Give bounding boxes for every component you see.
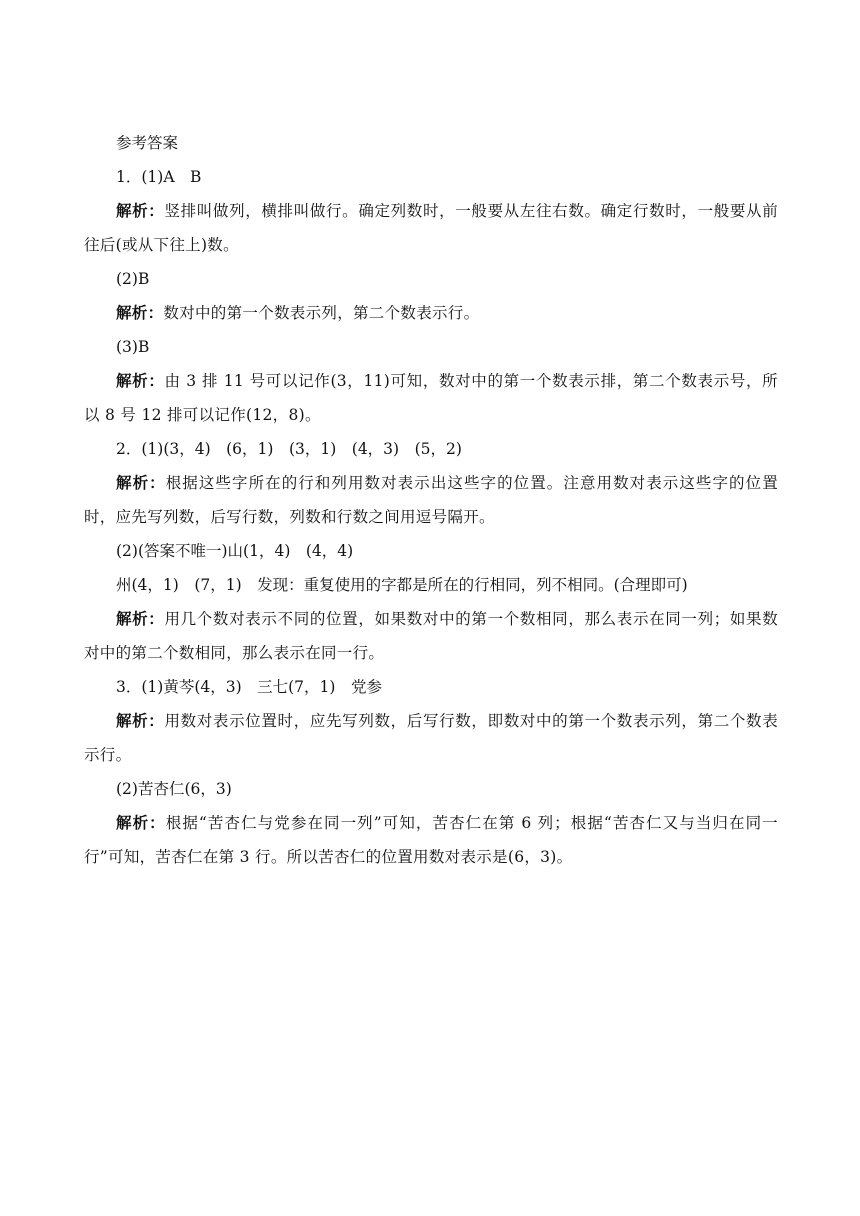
explanation-text: 根据“苦杏仁与党参在同一列”可知，苦杏仁在第 6 列；根据“苦杏仁又与当归在同一行”可知，苦杏仁在第 3 行。所以苦杏仁的位置用数对表示是(6，3)。 xyxy=(84,814,778,866)
q2-explanation-2 xyxy=(84,602,778,670)
explanation-label: 解析： xyxy=(116,371,165,390)
q2-answer-2-line-2: 州(4，1) (7，1) 发现：重复使用的字都是所在的行相同，列不相同。(合理即可) xyxy=(116,576,688,594)
explanation-text: 数对中的第一个数表示列，第二个数表示行。 xyxy=(163,304,480,322)
q3-answer-1: 3．(1)黄芩(4，3) 三七(7，1) 党参 xyxy=(116,678,382,696)
q1-explanation-3 xyxy=(84,364,778,432)
explanation-label: 解析： xyxy=(116,813,166,832)
q1-explanation-2 xyxy=(84,296,778,330)
explanation-label: 解析： xyxy=(116,473,166,492)
page-heading: 参考答案 xyxy=(116,134,179,152)
explanation-text: 根据这些字所在的行和列用数对表示出这些字的位置。注意用数对表示这些字的位置时，应先写列数，后写行数，列数和行数之间用逗号隔开。 xyxy=(84,474,778,526)
q1-answer-3: (3)B xyxy=(116,338,150,356)
q2-answer-2-line-1: (2)(答案不唯一)山(1，4) (4，4) xyxy=(116,542,354,560)
q2-explanation-1 xyxy=(84,466,778,534)
explanation-label: 解析： xyxy=(116,711,165,730)
explanation-label: 解析： xyxy=(116,303,164,322)
explanation-text: 用几个数对表示不同的位置，如果数对中的第一个数相同，那么表示在同一列；如果数对中的第二个数相同，那么表示在同一行。 xyxy=(84,610,778,662)
explanation-text: 竖排叫做列，横排叫做行。确定列数时，一般要从左往右数。确定行数时，一般要从前往后(或从下往上)数。 xyxy=(84,202,778,254)
explanation-label: 解析： xyxy=(116,609,165,628)
explanation-label: 解析： xyxy=(116,201,165,220)
q1-answer-2: (2)B xyxy=(116,270,150,288)
answer-document xyxy=(84,126,778,874)
q3-explanation-1 xyxy=(84,704,778,772)
q3-answer-2: (2)苦杏仁(6，3) xyxy=(116,780,232,798)
q1-answer-1: 1．(1)A B xyxy=(116,168,202,186)
q3-explanation-2 xyxy=(84,806,778,874)
q2-answer-1: 2．(1)(3，4) (6，1) (3，1) (4，3) (5，2) xyxy=(116,440,462,458)
explanation-text: 用数对表示位置时，应先写列数，后写行数，即数对中的第一个数表示列，第二个数表示行。 xyxy=(84,712,778,764)
explanation-text: 由 3 排 11 号可以记作(3，11)可知，数对中的第一个数表示排，第二个数表示号，所以 8 号 12 排可以记作(12，8)。 xyxy=(84,372,778,424)
q1-explanation-1 xyxy=(84,194,778,262)
